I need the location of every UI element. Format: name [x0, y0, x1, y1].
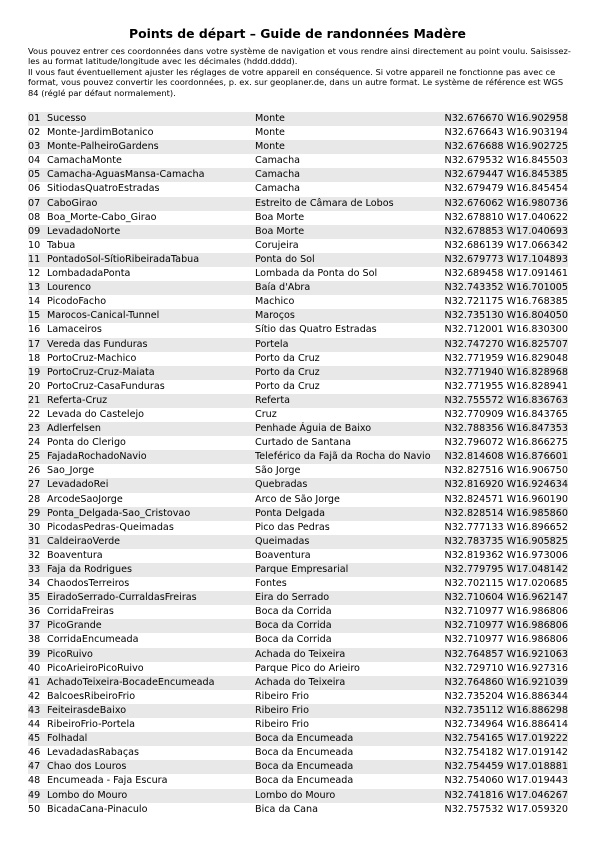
- point-location: Fontes: [255, 578, 287, 590]
- table-row: [28, 380, 568, 394]
- point-name: PortoCruz-Cruz-Maiata: [47, 366, 155, 378]
- point-number: 33: [28, 564, 41, 575]
- point-location: Monte: [255, 127, 285, 139]
- point-number: 01: [28, 113, 41, 124]
- point-location: Boca da Corrida: [255, 620, 332, 632]
- table-row: [28, 394, 568, 408]
- point-location: Boaventura: [255, 549, 311, 561]
- table-row: [28, 154, 568, 168]
- point-number: 11: [28, 253, 41, 265]
- point-name: Tabua: [47, 239, 76, 251]
- point-name: FajadaRochadoNavio: [47, 451, 147, 463]
- point-location: Estreito de Câmara de Lobos: [255, 197, 394, 209]
- point-name: CorridaEncumeada: [47, 634, 139, 646]
- point-name: PicodoFacho: [47, 296, 107, 308]
- point-name: Adlerfelsen: [47, 423, 101, 435]
- table-row: [28, 507, 568, 521]
- point-location: Monte: [255, 113, 285, 124]
- point-coordinates: N32.689458 W17.091461: [444, 268, 568, 280]
- point-coordinates: N32.676670 W16.902958: [444, 113, 568, 124]
- table-row: [28, 211, 568, 225]
- table-row: [28, 450, 568, 464]
- point-number: 44: [28, 719, 41, 731]
- table-row: [28, 112, 568, 126]
- point-number: 12: [28, 268, 41, 280]
- table-row: [28, 253, 568, 267]
- point-name: FeiteirasdeBaixo: [47, 704, 127, 716]
- point-location: Lombo do Mouro: [255, 789, 336, 801]
- point-number: 38: [28, 634, 41, 646]
- table-row: [28, 549, 568, 563]
- point-coordinates: N32.679532 W16.845503: [444, 155, 568, 167]
- point-number: 03: [28, 141, 41, 153]
- point-name: CorridaFreiras: [47, 606, 114, 618]
- table-row: [28, 493, 568, 507]
- point-name: Levada do Castelejo: [47, 408, 145, 420]
- point-name: SitiodasQuatroEstradas: [47, 183, 160, 195]
- point-coordinates: N32.757532 W17.059320: [444, 803, 568, 815]
- point-name: Boaventura: [47, 549, 103, 561]
- table-row: [28, 732, 568, 746]
- point-number: 50: [28, 803, 41, 815]
- point-name: Camacha-AguasMansa-Camacha: [47, 169, 205, 181]
- point-number: 30: [28, 521, 41, 533]
- point-coordinates: N32.814608 W16.876601: [444, 451, 568, 463]
- point-coordinates: N32.676643 W16.903194: [444, 127, 568, 139]
- table-row: [28, 676, 568, 690]
- point-coordinates: N32.679773 W17.104893: [444, 253, 568, 265]
- table-row: [28, 323, 568, 337]
- point-location: Boca da Encumeada: [255, 747, 354, 759]
- point-location: Ponta Delgada: [255, 507, 325, 519]
- point-coordinates: N32.755572 W16.836763: [444, 394, 568, 406]
- point-name: Ponta_Delgada-Sao_Cristovao: [47, 507, 191, 519]
- point-coordinates: N32.712001 W16.830300: [444, 324, 568, 336]
- point-name: CamachaMonte: [47, 155, 122, 167]
- table-row: [28, 422, 568, 436]
- table-row: [28, 563, 568, 577]
- point-location: Camacha: [255, 169, 301, 181]
- point-location: Sítio das Quatro Estradas: [255, 324, 377, 336]
- table-row: [28, 478, 568, 492]
- point-location: Boca da Encumeada: [255, 775, 354, 787]
- point-coordinates: N32.827516 W16.906750: [444, 465, 568, 477]
- point-coordinates: N32.816920 W16.924634: [444, 479, 568, 491]
- point-coordinates: N32.824571 W16.960190: [444, 493, 568, 505]
- point-coordinates: N32.783735 W16.905825: [444, 535, 568, 547]
- point-name: PortoCruz-Machico: [47, 352, 137, 364]
- point-location: Porto da Cruz: [255, 366, 320, 378]
- point-number: 37: [28, 620, 41, 632]
- point-coordinates: N32.735112 W16.886298: [444, 704, 568, 716]
- point-name: Monte-JardimBotanico: [47, 127, 154, 139]
- point-number: 46: [28, 747, 41, 759]
- point-location: Camacha: [255, 183, 301, 195]
- point-location: Quebradas: [255, 479, 308, 491]
- point-location: Bica da Cana: [255, 803, 319, 815]
- point-location: Arco de São Jorge: [255, 493, 340, 505]
- point-number: 10: [28, 239, 41, 251]
- point-name: Monte-PalheiroGardens: [47, 141, 159, 153]
- point-location: Baía d'Abra: [255, 282, 311, 294]
- point-number: 21: [28, 394, 41, 406]
- point-coordinates: N32.788356 W16.847353: [444, 423, 568, 435]
- point-location: Penhade Águia de Baixo: [255, 423, 372, 435]
- point-number: 42: [28, 690, 41, 702]
- point-coordinates: N32.754165 W17.019222: [444, 733, 568, 745]
- point-location: Boca da Encumeada: [255, 733, 354, 745]
- point-number: 47: [28, 761, 41, 773]
- point-location: Pico das Pedras: [255, 521, 330, 533]
- table-row: [28, 126, 568, 140]
- point-location: Porto da Cruz: [255, 380, 320, 392]
- table-row: [28, 746, 568, 760]
- point-coordinates: N32.796072 W16.866275: [444, 437, 568, 449]
- table-row: [28, 436, 568, 450]
- table-row: [28, 239, 568, 253]
- point-coordinates: N32.771955 W16.828941: [444, 380, 568, 392]
- point-name: Sucesso: [47, 113, 87, 124]
- point-number: 16: [28, 324, 41, 336]
- point-coordinates: N32.710977 W16.986806: [444, 634, 568, 646]
- point-name: PicoArieiroPicoRuivo: [47, 662, 144, 674]
- point-coordinates: N32.710977 W16.986806: [444, 620, 568, 632]
- point-location: Queimadas: [255, 535, 310, 547]
- table-row: [28, 267, 568, 281]
- point-location: Referta: [255, 394, 291, 406]
- table-row: [28, 718, 568, 732]
- point-location: Ponta do Sol: [255, 253, 315, 265]
- point-number: 06: [28, 183, 41, 195]
- intro-paragraph-2: Il vous faut éventuellement ajuster les réglages de votre appareil en conséquence. Si votre appareil ne fonctionne pas avec ce format, vous pouvez convertir les coordonnées, p. ex. sur geoplaner.de, dans un autre format. Le système de référence est WGS 84 (réglé par défaut normalement).: [28, 66, 564, 98]
- point-coordinates: N32.735204 W16.886344: [444, 690, 568, 702]
- point-coordinates: N32.754459 W17.018881: [444, 761, 568, 773]
- point-location: Teleférico da Fajã da Rocha do Navio: [255, 451, 431, 463]
- point-coordinates: N32.771959 W16.829048: [444, 352, 568, 364]
- page-title: Points de départ – Guide de randonnées Madère: [129, 26, 466, 41]
- point-location: Boca da Corrida: [255, 634, 332, 646]
- point-location: Boa Morte: [255, 225, 305, 237]
- point-name: Sao_Jorge: [47, 465, 95, 477]
- point-number: 05: [28, 169, 41, 181]
- point-name: Ponta do Clerigo: [47, 437, 126, 449]
- point-name: AchadoTeixeira-BocadeEncumeada: [47, 676, 215, 688]
- point-location: Eira do Serrado: [255, 592, 330, 604]
- point-number: 14: [28, 296, 41, 308]
- table-row: [28, 619, 568, 633]
- point-location: Camacha: [255, 155, 301, 167]
- point-name: PicodasPedras-Queimadas: [47, 521, 174, 533]
- point-name: BalcoesRibeiroFrio: [47, 690, 136, 702]
- table-row: [28, 803, 568, 817]
- point-number: 35: [28, 592, 41, 604]
- point-name: CaboGirao: [47, 197, 98, 209]
- point-number: 27: [28, 479, 41, 491]
- table-row: [28, 704, 568, 718]
- table-row: [28, 648, 568, 662]
- point-number: 28: [28, 493, 41, 505]
- point-coordinates: N32.770909 W16.843765: [444, 408, 568, 420]
- point-number: 19: [28, 366, 41, 378]
- point-name: RibeiroFrio-Portela: [47, 719, 135, 731]
- table-row: [28, 577, 568, 591]
- point-number: 18: [28, 352, 41, 364]
- table-row: [28, 309, 568, 323]
- point-name: Lombo do Mouro: [47, 789, 128, 801]
- table-row: [28, 789, 568, 803]
- table-row: [28, 521, 568, 535]
- point-name: BicadaCana-Pinaculo: [47, 803, 148, 815]
- table-row: [28, 605, 568, 619]
- table-row: [28, 760, 568, 774]
- point-number: 41: [28, 676, 41, 688]
- table-row: [28, 225, 568, 239]
- point-location: Cruz: [255, 408, 277, 420]
- point-coordinates: N32.679479 W16.845454: [444, 183, 568, 195]
- point-location: Achada do Teixeira: [255, 676, 346, 688]
- point-coordinates: N32.764857 W16.921063: [444, 648, 568, 660]
- point-location: Ribeiro Frio: [255, 704, 309, 716]
- point-coordinates: N32.721175 W16.768385: [444, 296, 568, 308]
- table-row: [28, 366, 568, 380]
- point-name: LevadadoNorte: [47, 225, 121, 237]
- point-location: Parque Empresarial: [255, 564, 349, 575]
- table-row: [28, 774, 568, 788]
- point-number: 48: [28, 775, 41, 787]
- point-number: 17: [28, 338, 41, 350]
- table-row: [28, 338, 568, 352]
- point-coordinates: N32.819362 W16.973006: [444, 549, 568, 561]
- point-number: 25: [28, 451, 41, 463]
- point-coordinates: N32.676688 W16.902725: [444, 141, 568, 153]
- point-name: PontadoSol-SítioRibeiradaTabua: [47, 253, 200, 265]
- point-location: Ribeiro Frio: [255, 719, 309, 731]
- point-number: 04: [28, 155, 41, 167]
- point-number: 39: [28, 648, 41, 660]
- point-number: 49: [28, 789, 41, 801]
- point-coordinates: N32.777133 W16.896652: [444, 521, 568, 533]
- point-coordinates: N32.771940 W16.828968: [444, 366, 568, 378]
- table-row: [28, 464, 568, 478]
- starting-points-table: [28, 112, 568, 817]
- point-number: 40: [28, 662, 41, 674]
- point-name: Referta-Cruz: [47, 394, 108, 406]
- point-location: Monte: [255, 141, 285, 153]
- point-location: Porto da Cruz: [255, 352, 320, 364]
- point-name: Lourenco: [47, 282, 91, 294]
- point-coordinates: N32.828514 W16.985860: [444, 507, 568, 519]
- point-name: PicoGrande: [47, 620, 102, 632]
- point-name: EiradoSerrado-CurraldasFreiras: [47, 592, 197, 604]
- point-coordinates: N32.678853 W17.040693: [444, 225, 568, 237]
- point-coordinates: N32.678810 W17.040622: [444, 211, 568, 223]
- point-number: 09: [28, 225, 41, 237]
- point-coordinates: N32.764860 W16.921039: [444, 676, 568, 688]
- point-location: Machico: [255, 296, 295, 308]
- point-name: PicoRuivo: [47, 648, 93, 660]
- point-name: Lamaceiros: [47, 324, 102, 336]
- point-name: Chao dos Louros: [47, 761, 127, 773]
- point-number: 20: [28, 380, 41, 392]
- point-coordinates: N32.743352 W16.701005: [444, 282, 568, 294]
- point-number: 34: [28, 578, 41, 590]
- point-name: Faja da Rodrigues: [47, 564, 133, 575]
- point-coordinates: N32.754060 W17.019443: [444, 775, 568, 787]
- point-name: LevadadasRabaças: [47, 747, 140, 759]
- point-number: 24: [28, 437, 41, 449]
- point-location: Ribeiro Frio: [255, 690, 309, 702]
- point-coordinates: N32.710977 W16.986806: [444, 606, 568, 618]
- point-number: 45: [28, 733, 41, 745]
- point-coordinates: N32.702115 W17.020685: [444, 578, 568, 590]
- intro-paragraph-1: Vous pouvez entrer ces coordonnées dans votre système de navigation et vous rendre ainsi directement au point voulu. Saisissez-les au format latitude/longitude avec les décimales (hddd.dddd).: [28, 46, 571, 67]
- point-coordinates: N32.779795 W17.048142: [444, 564, 568, 575]
- table-row: [28, 662, 568, 676]
- point-name: ArcodeSaoJorge: [47, 493, 123, 505]
- point-coordinates: N32.679447 W16.845385: [444, 169, 568, 181]
- point-number: 08: [28, 211, 41, 223]
- point-location: Boa Morte: [255, 211, 305, 223]
- point-number: 02: [28, 127, 41, 139]
- table-row: [28, 182, 568, 196]
- point-location: Portela: [255, 338, 289, 350]
- point-name: LevadadoRei: [47, 479, 109, 491]
- point-number: 32: [28, 549, 41, 561]
- point-location: Maroços: [255, 310, 295, 322]
- point-name: Boa_Morte-Cabo_Girao: [47, 211, 157, 223]
- point-location: Lombada da Ponta do Sol: [255, 268, 378, 280]
- table-row: [28, 535, 568, 549]
- point-coordinates: N32.741816 W17.046267: [444, 789, 568, 801]
- point-location: Boca da Corrida: [255, 606, 332, 618]
- point-number: 23: [28, 423, 41, 435]
- point-number: 29: [28, 507, 41, 519]
- point-location: Parque Pico do Arieiro: [255, 662, 360, 674]
- point-name: Vereda das Funduras: [47, 338, 148, 350]
- point-number: 07: [28, 197, 41, 209]
- point-number: 26: [28, 465, 41, 477]
- point-location: Corujeira: [255, 239, 299, 251]
- point-name: Encumeada - Faja Escura: [47, 775, 168, 787]
- point-location: Curtado de Santana: [255, 437, 352, 449]
- point-coordinates: N32.735130 W16.804050: [444, 310, 568, 322]
- point-location: Achada do Teixeira: [255, 648, 346, 660]
- point-number: 36: [28, 606, 41, 618]
- point-name: PortoCruz-CasaFunduras: [47, 380, 165, 392]
- table-row: [28, 197, 568, 211]
- table-row: [28, 591, 568, 605]
- point-number: 13: [28, 282, 41, 294]
- point-location: Boca da Encumeada: [255, 761, 354, 773]
- point-number: 22: [28, 408, 41, 420]
- table-row: [28, 295, 568, 309]
- point-coordinates: N32.729710 W16.927316: [444, 662, 568, 674]
- point-coordinates: N32.676062 W16.980736: [444, 197, 568, 209]
- table-row: [28, 168, 568, 182]
- table-row: [28, 690, 568, 704]
- table-row: [28, 140, 568, 154]
- point-name: CaldeiraoVerde: [47, 535, 121, 547]
- point-coordinates: N32.754182 W17.019142: [444, 747, 568, 759]
- table-row: [28, 633, 568, 647]
- point-location: São Jorge: [255, 465, 301, 477]
- point-number: 15: [28, 310, 41, 322]
- point-coordinates: N32.710604 W16.962147: [444, 592, 568, 604]
- point-number: 43: [28, 704, 41, 716]
- point-name: ChaodosTerreiros: [47, 578, 130, 590]
- point-coordinates: N32.734964 W16.886414: [444, 719, 568, 731]
- point-name: Folhadal: [47, 733, 88, 745]
- table-row: [28, 352, 568, 366]
- intro-text: [28, 46, 573, 98]
- point-number: 31: [28, 535, 41, 547]
- point-name: LombadadaPonta: [47, 268, 131, 280]
- point-name: Marocos-Canical-Tunnel: [47, 310, 160, 322]
- point-coordinates: N32.686139 W17.066342: [444, 239, 568, 251]
- table-row: [28, 281, 568, 295]
- point-coordinates: N32.747270 W16.825707: [444, 338, 568, 350]
- table-row: [28, 408, 568, 422]
